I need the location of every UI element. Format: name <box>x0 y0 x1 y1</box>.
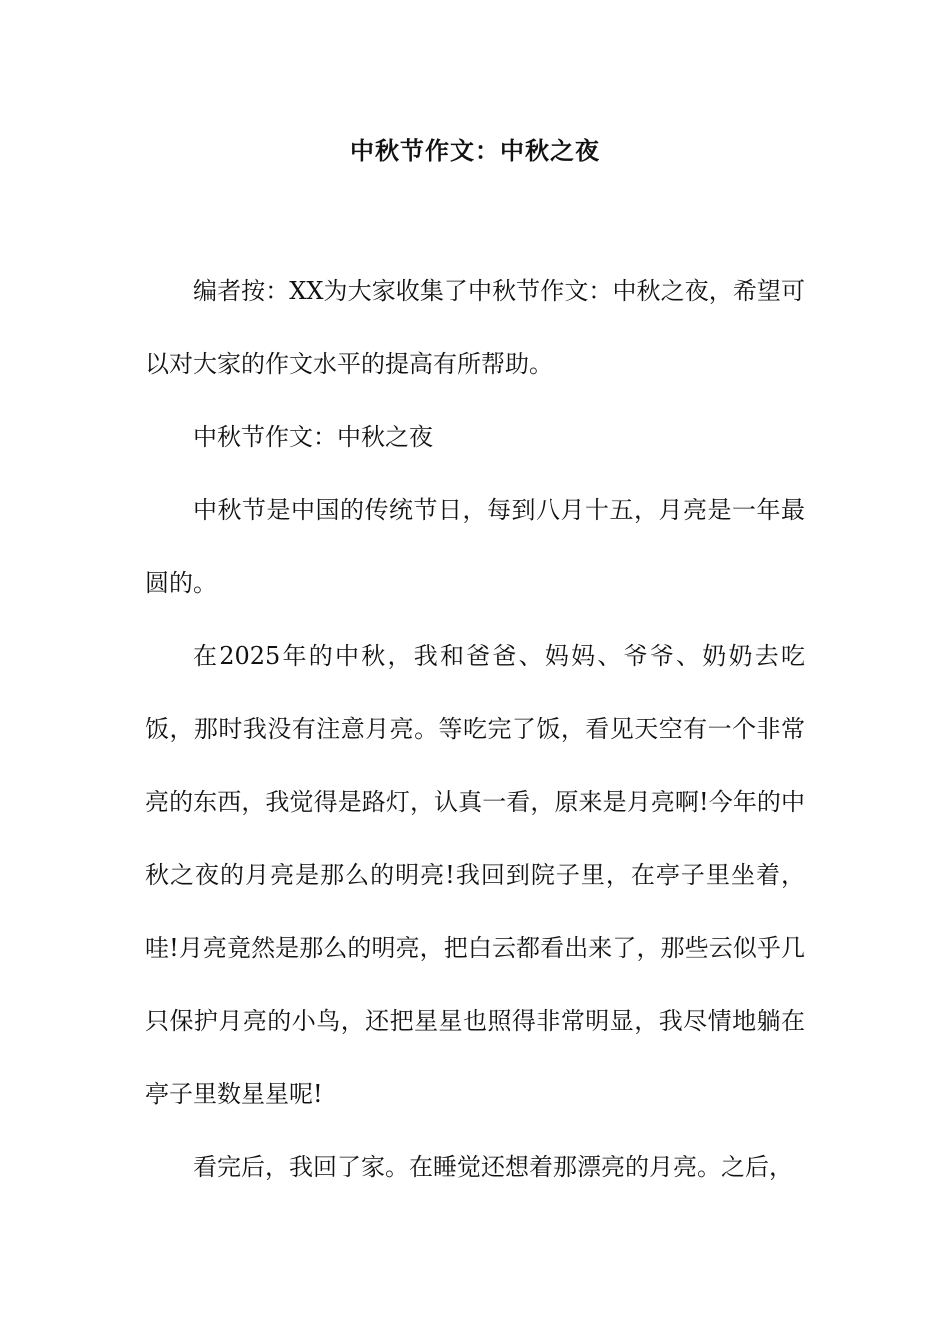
paragraph-editor-note: 编者按：XX为大家收集了中秋节作文：中秋之夜，希望可以对大家的作文水平的提高有所帮助。 <box>145 277 805 378</box>
paragraph-ending: 看完后，我回了家。在睡觉还想着那漂亮的月亮。之后， <box>193 1153 793 1181</box>
paragraph-intro: 中秋节是中国的传统节日，每到八月十五，月亮是一年最圆的。 <box>145 496 805 597</box>
document-title: 中秋节作文：中秋之夜 <box>350 136 600 165</box>
document-body <box>145 255 805 1204</box>
paragraph-subtitle: 中秋节作文：中秋之夜 <box>193 423 433 451</box>
paragraph-story: 在2025年的中秋，我和爸爸、妈妈、爷爷、奶奶去吃饭，那时我没有注意月亮。等吃完了饭，看见天空有一个非常亮的东西，我觉得是路灯，认真一看，原来是月亮啊!今年的中秋之夜的月亮是那么的明亮!我回到院子里，在亭子里坐着，哇!月亮竟然是那么的明亮，把白云都看出来了，那些云似乎几只保护月亮的小鸟，还把星星也照得非常明显，我尽情地躺在亭子里数星星呢! <box>145 642 805 1108</box>
